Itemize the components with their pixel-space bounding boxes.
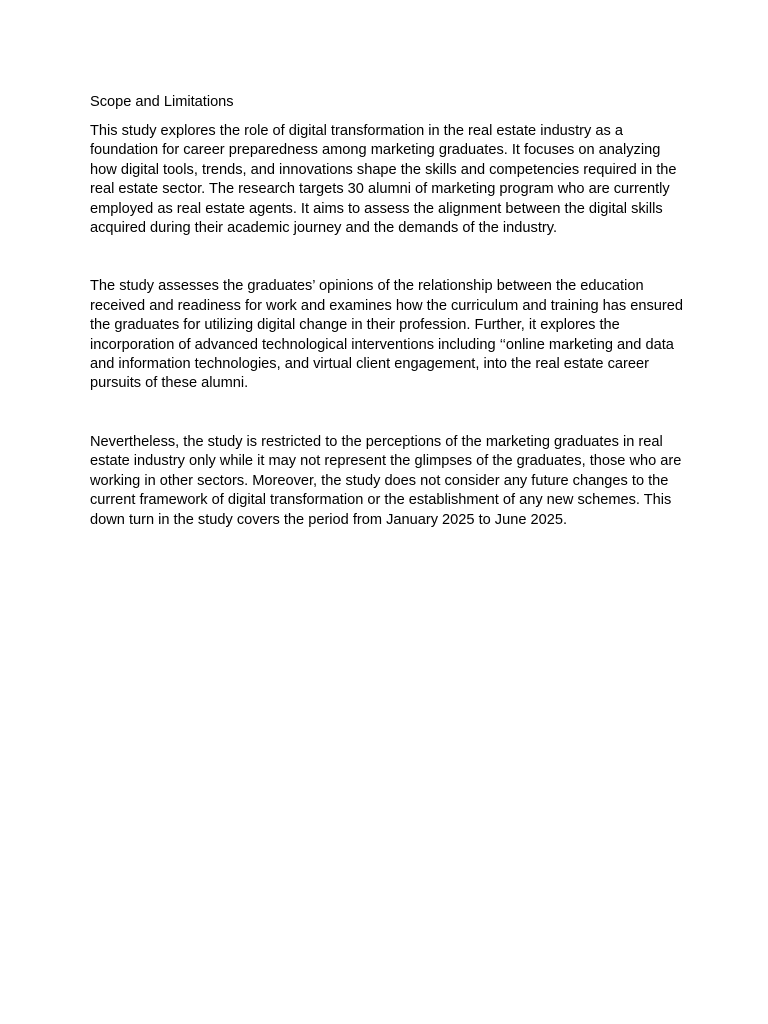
section-heading: Scope and Limitations [90, 94, 234, 110]
paragraph-scope: This study explores the role of digital transformation in the real estate industry as a foundation for career preparedness among marketing graduates. It focuses on analyzing how digital tools, trends, and innovations shape the skills and competencies required in the real estate sector. The research targets 30 alumni of marketing program who are currently employed as real estate agents. It aims to assess the alignment between the digital skills acquired during their academic journey and the demands of the industry. [90, 123, 677, 237]
paragraph-assessment: The study assesses the graduates’ opinions of the relationship between the education received and readiness for work and examines how the curriculum and training has ensured the graduates for utilizing digital change in their profession. Further, it explores the incorporation of advanced technological interventions including ‘‘online marketing and data and information technologies, and virtual client engagement, into the real estate career pursuits of these alumni. [90, 278, 683, 392]
paragraph-limitations: Nevertheless, the study is restricted to the perceptions of the marketing graduates in real estate industry only while it may not represent the glimpses of the graduates, those who are working in other sectors. Moreover, the study does not consider any future changes to the current framework of digital transformation or the establishment of any new schemes. This down turn in the study covers the period from January 2025 to June 2025. [90, 433, 682, 528]
document-page [90, 93, 690, 530]
